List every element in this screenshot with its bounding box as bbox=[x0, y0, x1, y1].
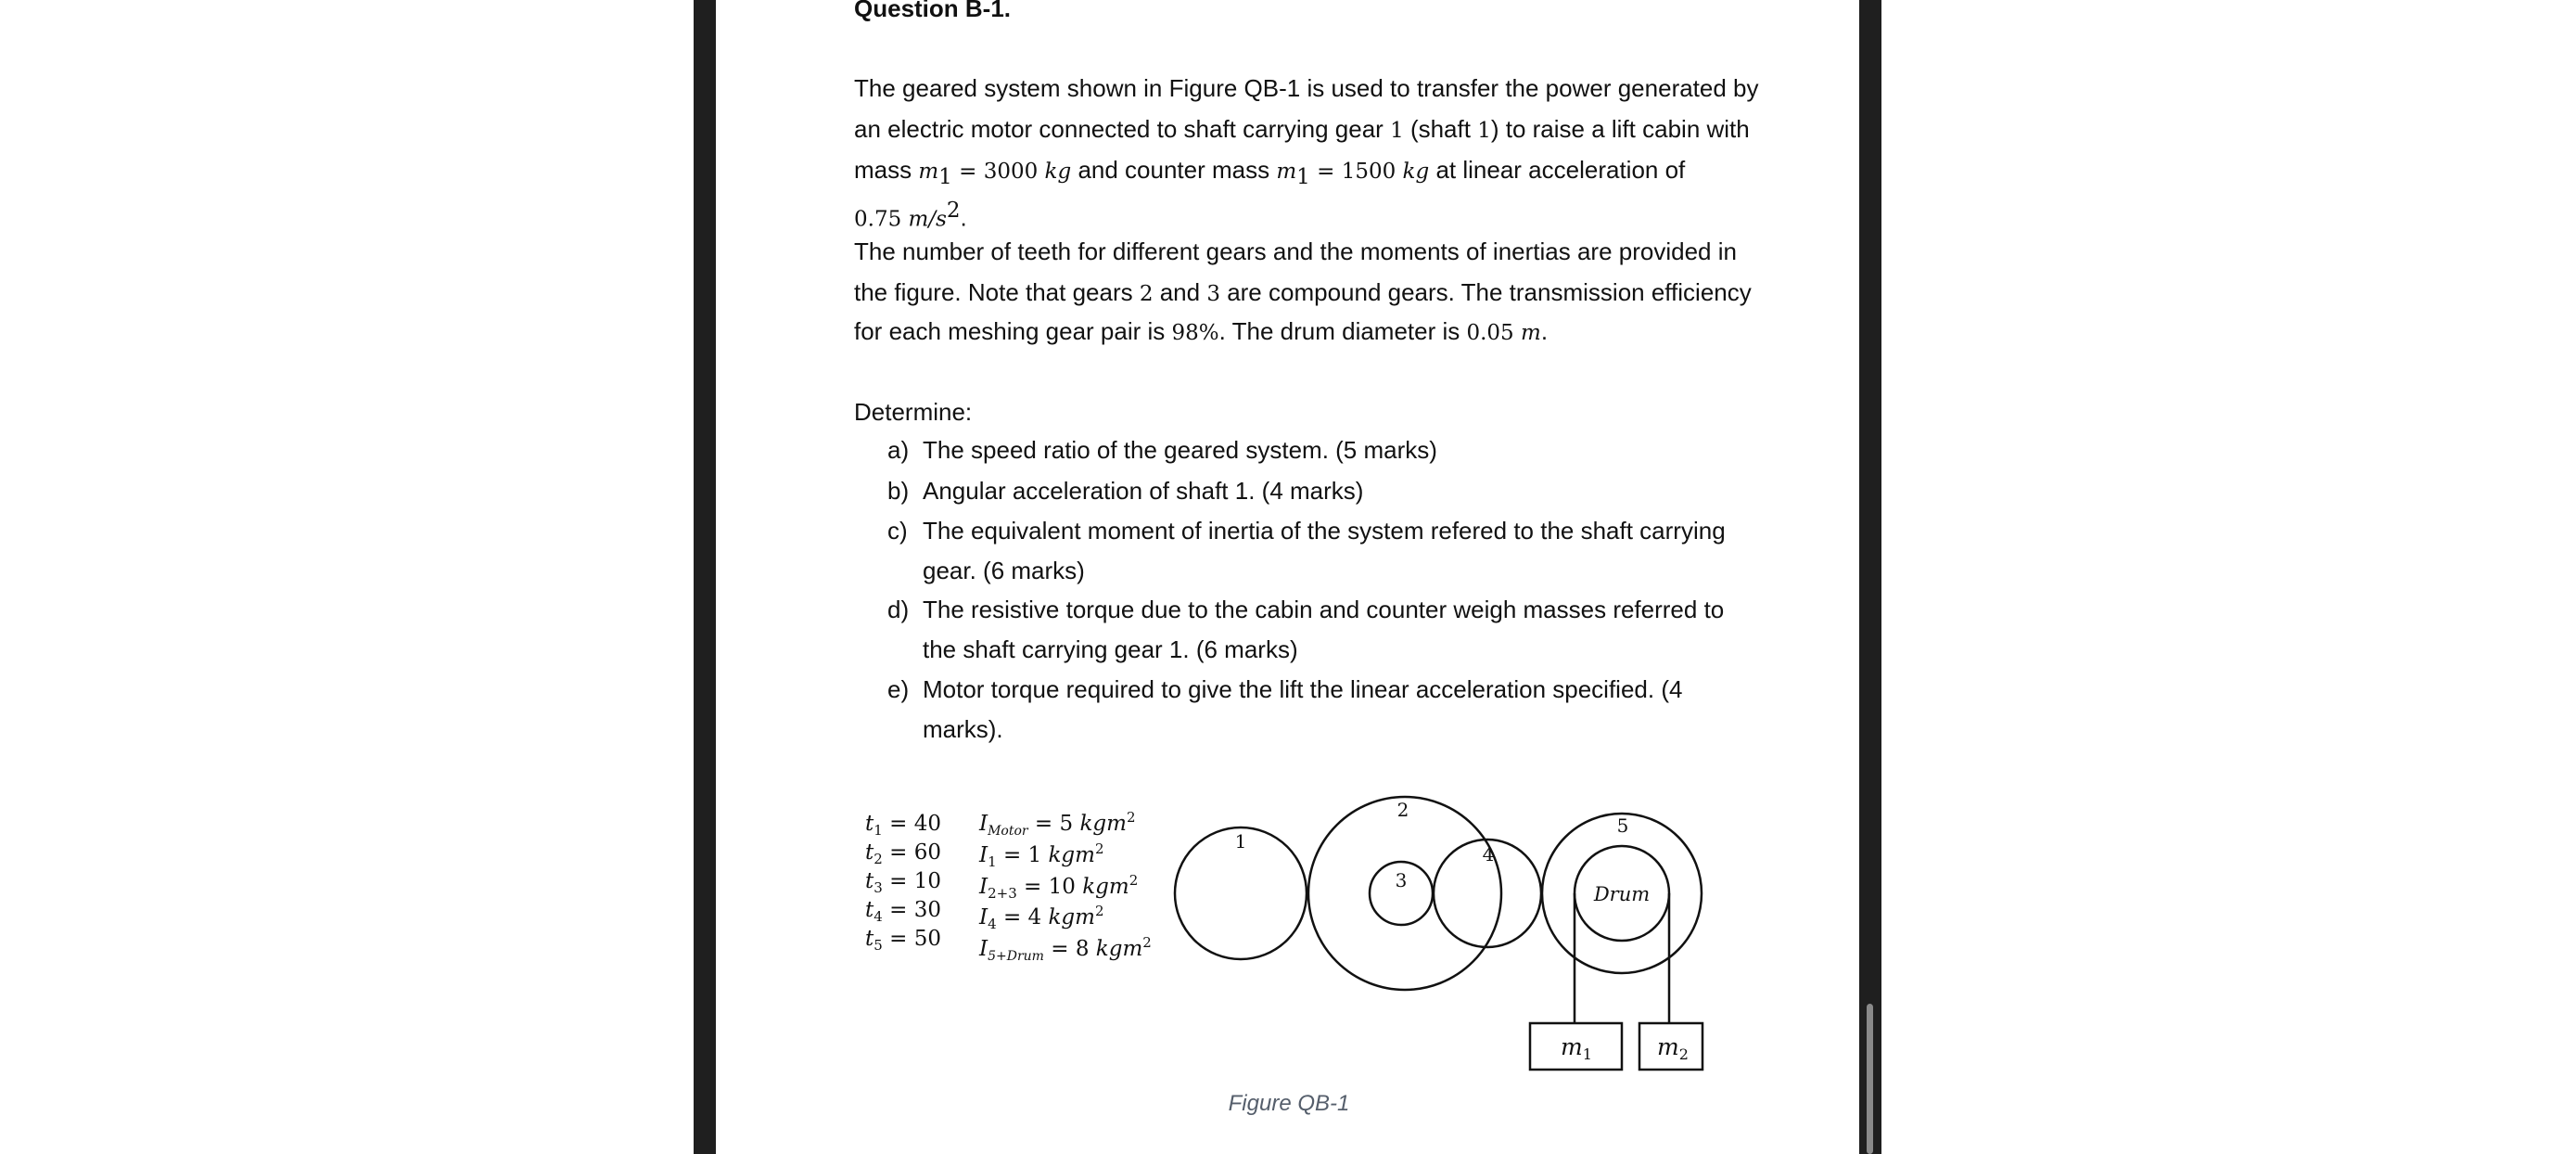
intro-line-4: 0.75 $m/s^2$. bbox=[854, 199, 967, 232]
teeth-t5: $t_5 = 50$ bbox=[865, 927, 941, 954]
gear-3-label: 3 bbox=[1395, 869, 1408, 891]
para2-line-1: The number of teeth for different gears and the moments of inertias are provided in bbox=[854, 237, 1737, 265]
teeth-list bbox=[865, 812, 941, 954]
list-item-continuation: marks). bbox=[923, 715, 1003, 743]
list-item-continuation: the shaft carrying gear 1. (6 marks) bbox=[923, 635, 1298, 663]
gear-2 bbox=[1308, 797, 1501, 990]
gear-2-label: 2 bbox=[1396, 799, 1409, 821]
list-item: b) Angular acceleration of shaft 1. (4 marks) bbox=[887, 477, 1364, 505]
gear-system-figure bbox=[854, 789, 1716, 1085]
viewer-frame-right bbox=[1859, 0, 1881, 1154]
mass-m2-label: $m_2$ bbox=[1657, 1033, 1689, 1063]
viewer-frame-left bbox=[694, 0, 716, 1154]
list-item: e) Motor torque required to give the lift the linear acceleration specified. (4 bbox=[887, 675, 1683, 703]
para2-line-2: the figure. Note that gears 2 and 3 are compound gears. The transmission efficiency bbox=[854, 278, 1752, 306]
para2-line-3: for each meshing gear pair is 98%. The drum diameter is 0.05 m. bbox=[854, 317, 1549, 345]
inertia-2-3: $I_{2+3} = 10$ kgm$^2$ bbox=[979, 872, 1139, 902]
list-item: d) The resistive torque due to the cabin and counter weigh masses referred to bbox=[887, 596, 1725, 623]
intro-line-3: mass $m_1 = 3000$ kg and counter mass $m_1 = 1500$ kg at linear acceleration of bbox=[854, 156, 1686, 190]
list-item: a) The speed ratio of the geared system. (5 marks) bbox=[887, 436, 1437, 464]
inertia-4: $I_4 = 4$ kgm$^2$ bbox=[979, 903, 1104, 932]
intro-line-2: an electric motor connected to shaft carrying gear 1 (shaft 1) to raise a lift cabin with bbox=[854, 115, 1750, 143]
figure-caption: Figure QB-1 bbox=[1228, 1091, 1350, 1116]
list-item: c) The equivalent moment of inertia of the system refered to the shaft carrying bbox=[887, 517, 1726, 545]
drum-label: Drum bbox=[1593, 883, 1651, 905]
teeth-t4: $t_4 = 30$ bbox=[865, 898, 941, 925]
mass-m1-label: $m_1$ bbox=[1561, 1033, 1592, 1063]
inertia-1: $I_1 = 1$ kgm$^2$ bbox=[979, 840, 1104, 870]
list-item-continuation: gear. (6 marks) bbox=[923, 557, 1085, 584]
gear-1-label: 1 bbox=[1234, 830, 1247, 853]
inertia-5-drum: $I_{5+Drum} = 8$ kgm$^2$ bbox=[979, 934, 1152, 964]
teeth-t1: $t_1 = 40$ bbox=[865, 812, 941, 839]
intro-line-1: The geared system shown in Figure QB-1 is used to transfer the power generated by bbox=[854, 74, 1759, 102]
gear-5-label: 5 bbox=[1616, 814, 1629, 837]
determine-label: Determine: bbox=[854, 398, 973, 426]
question-title: Question B-1. bbox=[854, 0, 1012, 22]
scrollbar-thumb[interactable] bbox=[1867, 1004, 1873, 1154]
inertia-motor: $I_{Motor} = 5$ kgm$^2$ bbox=[979, 809, 1136, 839]
inertia-list bbox=[978, 809, 1152, 964]
gear-4-label: 4 bbox=[1482, 843, 1495, 866]
teeth-t2: $t_2 = 60$ bbox=[865, 840, 941, 867]
teeth-t3: $t_3 = 10$ bbox=[865, 869, 941, 896]
